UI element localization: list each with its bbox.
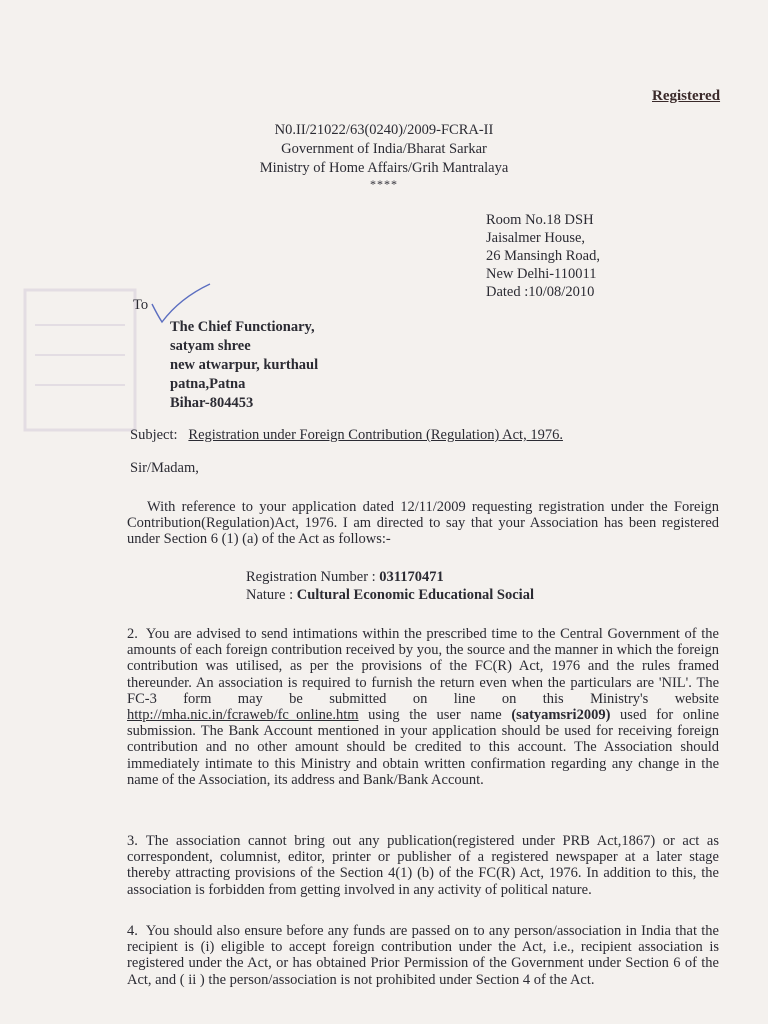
- recipient-line-1: The Chief Functionary,: [170, 319, 315, 335]
- paragraph-4-text: You should also ensure before any funds are passed on to any person/association in India that the recipient is (i) eligible to accept foreign contribution under the Act, i.e., recipient association is registered under the Act, or has obtained Prior Permission of the Government under Section 6 of the Act, and ( ii ) the person/association is not prohibited under Section 4 of the Act.: [127, 923, 719, 988]
- online-form-link[interactable]: http://mha.nic.in/fcraweb/fc_online.htm: [127, 707, 359, 724]
- user-name-value: (satyamsri2009): [511, 707, 611, 724]
- government-name: Government of India/Bharat Sarkar: [281, 141, 487, 157]
- subject-label: Subject:: [130, 427, 178, 443]
- recipient-line-3: new atwarpur, kurthaul: [170, 357, 319, 373]
- registered-mark: Registered: [652, 88, 721, 104]
- paragraph-3-number: 3.: [127, 833, 138, 849]
- registration-number-value: 031170471: [379, 569, 444, 585]
- address-line-2: Jaisalmer House,: [486, 230, 586, 246]
- intro-text: With reference to your application dated 12/11/2009 requesting registration under the Foreign Contribution(Regulation)Act, 1976. I am directed to say that your Association has been registered under Section 6 (1) (a) of the Act as follows:-: [127, 499, 719, 548]
- paragraph-3: [127, 833, 719, 898]
- address-line-4: New Delhi-110011: [486, 266, 597, 282]
- header-stars: ****: [370, 177, 398, 191]
- nature-label: Nature :: [246, 587, 294, 603]
- stamp-bleed-mark: [20, 285, 140, 435]
- subject-line: [130, 427, 563, 444]
- nature-line: [246, 587, 534, 604]
- subject-text: Registration under Foreign Contribution (Regulation) Act, 1976.: [188, 427, 563, 443]
- paragraph-4: [127, 923, 719, 988]
- date-line: Dated :10/08/2010: [486, 284, 595, 300]
- paragraph-4-number: 4.: [127, 923, 138, 939]
- paragraph-2-text-2: using the user name: [368, 707, 502, 724]
- to-label: To: [133, 297, 149, 313]
- intro-paragraph: [127, 499, 719, 548]
- paragraph-3-text: The association cannot bring out any publication(registered under PRB Act,1867) or act as correspondent, columnist, editor, printer or publisher of a registered newspaper at a later stage thereby attracting provisions of the Section 4(1) (b) of the FC(R) Act, 1976. In addition to this, the association is forbidden from getting involved in any activity of political nature.: [127, 833, 719, 898]
- recipient-line-5: Bihar-804453: [170, 395, 254, 411]
- registration-number-line: [246, 569, 444, 586]
- address-line-1: Room No.18 DSH: [486, 212, 594, 228]
- address-line-3: 26 Mansingh Road,: [486, 248, 600, 264]
- paragraph-2-text-3: used for online submission. The Bank Account mentioned in your application should be used for receiving foreign contribution and no other amount should be credited to this account. The Association should immediately intimate to this Ministry and obtain written confirmation regarding any change in the name of the Association, its address and Bank/Bank Account.: [127, 707, 720, 788]
- reference-number: N0.II/21022/63(0240)/2009-FCRA-II: [274, 122, 494, 138]
- salutation: Sir/Madam,: [130, 460, 199, 476]
- nature-value: Cultural Economic Educational Social: [296, 587, 534, 603]
- recipient-line-2: satyam shree: [170, 338, 251, 354]
- paragraph-2-number: 2.: [127, 626, 138, 642]
- recipient-line-4: patna,Patna: [170, 376, 246, 392]
- ministry-name: Ministry of Home Affairs/Grih Mantralaya: [259, 160, 509, 176]
- registration-number-label: Registration Number :: [246, 569, 376, 585]
- paragraph-2-text-1: You are advised to send intimations within the prescribed time to the Central Government of the amounts of each foreign contribution received by you, the source and the manner in which the foreign contribution was utilised, as per the provisions of the FC(R) Act, 1976 and the rules framed thereunder. An association is required to furnish the return even when the particulars are 'NIL'. The FC-3 form may be submitted on line on this Ministry's website: [127, 626, 719, 707]
- paragraph-2: [127, 626, 719, 788]
